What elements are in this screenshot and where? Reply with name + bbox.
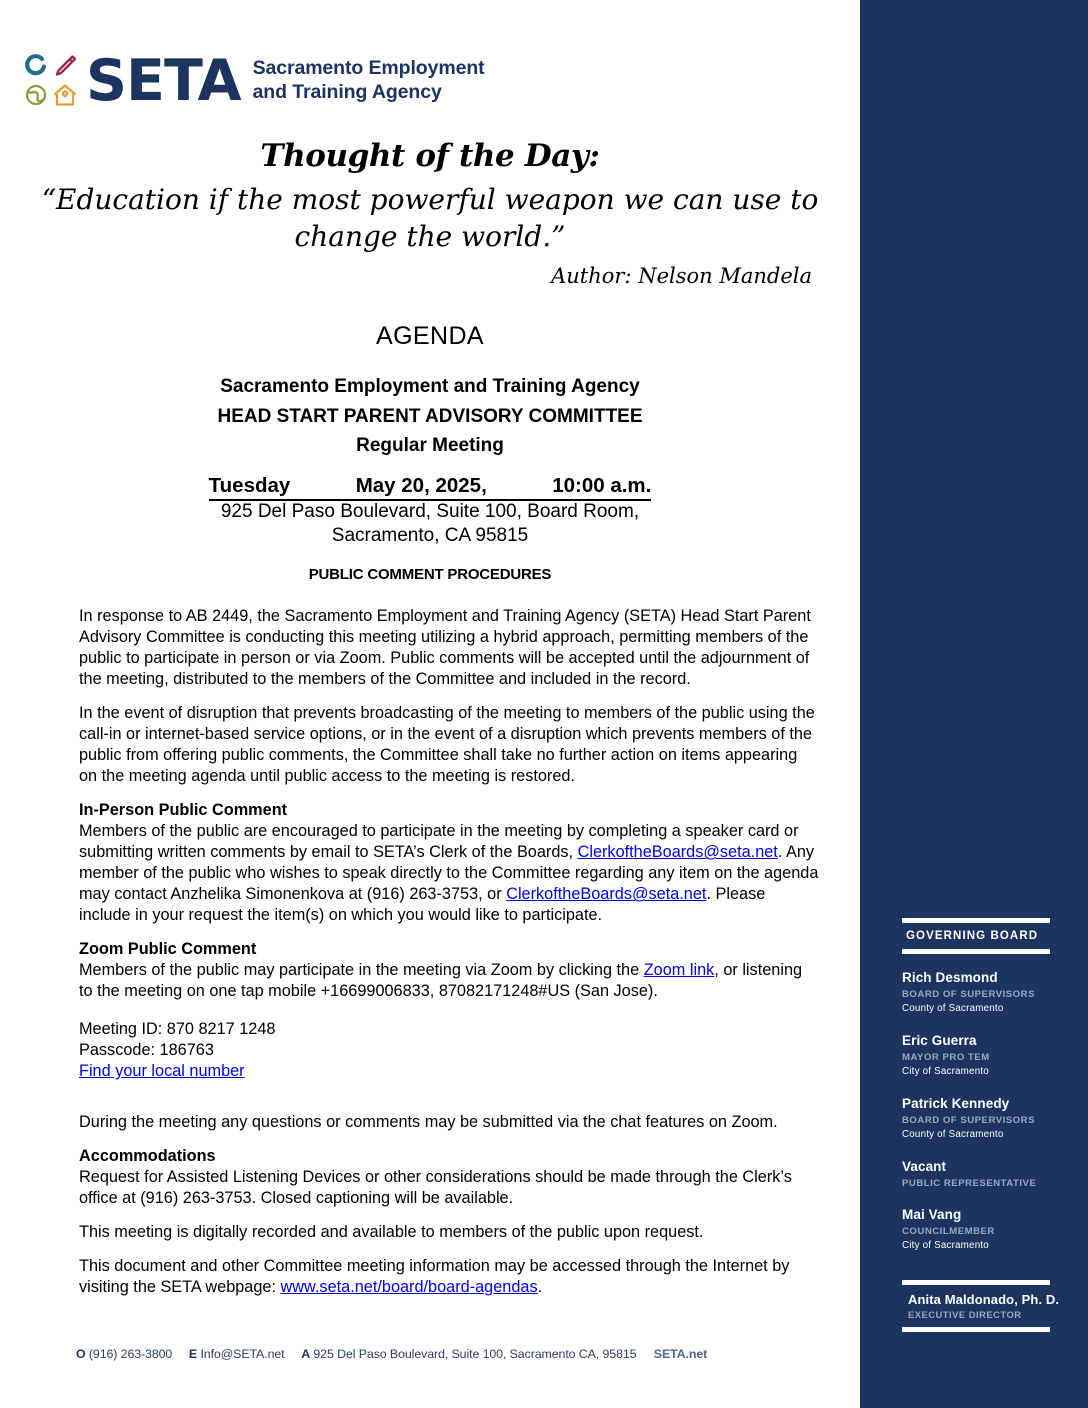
footer-email-key: E [188, 1347, 198, 1361]
member-title: BOARD OF SUPERVISORS [902, 988, 1035, 1000]
member-name: Eric Guerra [902, 1032, 977, 1048]
agenda-organization: Sacramento Employment and Training Agency [220, 376, 640, 397]
document-body [79, 606, 819, 1311]
paragraph-disruption: In the event of disruption that prevents broadcasting of the meeting to members of the public using the call-in or internet-based service options, or in the event of a disruption which prevents members of the public from offering public comments, the Committee shall take no further action on items appearing on the meeting agenda until public access to the meeting is restored. [79, 704, 815, 786]
member-title: PUBLIC REPRESENTATIVE [902, 1177, 1037, 1189]
meeting-address [0, 500, 860, 548]
zoom-text-1: Members of the public may participate in the meeting via Zoom by clicking the [79, 961, 644, 980]
logo-tagline-line-1: Sacramento Employment [252, 57, 485, 80]
pencil-icon [51, 52, 79, 80]
member-name: Rich Desmond [902, 970, 998, 985]
logo-tagline-line-2: and Training Agency [252, 81, 442, 103]
governing-board-sidebar [860, 0, 1088, 1408]
accommodations-section [79, 1146, 819, 1209]
paragraph-ab2449: In response to AB 2449, the Sacramento Employment and Training Agency (SETA) Head Start Parent Advisory Committee is conducting this meeting utilizing a hybrid approach, permitting members of the public to participate in person or via Zoom. Public comments will be accepted until the adjournment of the meeting, distributed to the members of the Committee and included in the record. [79, 607, 811, 689]
executive-director-block [902, 1280, 1062, 1332]
in-person-text-1: Members of the public are encouraged to participate in the meeting by completing a speaker card or submitting written comments by email to SETA’s Clerk of the Boards, [79, 822, 799, 862]
agenda-heading-block [0, 322, 860, 460]
footer-address-key: A [301, 1347, 311, 1361]
globe-icon [22, 81, 50, 109]
seta-webpage-link[interactable]: www.seta.net/board/board-agendas [280, 1278, 538, 1297]
meeting-day: Tuesday [208, 474, 291, 497]
footer-contact-bar [76, 1347, 836, 1361]
chat-spacer [79, 1095, 819, 1112]
member-name: Mai Vang [902, 1207, 962, 1223]
seta-logo [22, 47, 485, 114]
member-name: Vacant [902, 1158, 947, 1174]
member-org: City of Sacramento [902, 1240, 989, 1252]
logo-wordmark: SETA [86, 47, 241, 114]
logo-icon-grid [22, 52, 80, 110]
director-title: EXECUTIVE DIRECTOR [908, 1309, 1022, 1321]
board-member [902, 1096, 1062, 1143]
ring-icon [22, 52, 50, 80]
member-name: Patrick Kennedy [902, 1095, 1010, 1111]
clerk-email-link-1[interactable]: ClerkoftheBoards@seta.net [577, 843, 778, 862]
member-org: City of Sacramento [902, 1066, 989, 1078]
board-rule-bottom [902, 949, 1050, 954]
meeting-address-line-2: Sacramento, CA 95815 [331, 524, 529, 546]
zoom-meeting-id: Meeting ID: 870 8217 1248 [79, 1020, 276, 1039]
meeting-address-line-1: 925 Del Paso Boulevard, Suite 100, Board Room, [220, 501, 640, 522]
agenda-meeting-type: Regular Meeting [356, 435, 504, 457]
zoom-heading: Zoom Public Comment [79, 940, 257, 959]
in-person-text-2: . Any member of the public who wishes to speak directly to the Committee regarding any item on the agenda may contact Anzhelika Simonenkova at (916) 263-3753, or [79, 843, 819, 904]
meeting-time: 10:00 a.m. [552, 474, 652, 497]
in-person-text-3: . Please include in your request the item(s) on which you would like to participate. [79, 885, 766, 925]
accommodations-text: Request for Assisted Listening Devices or other considerations should be made through the Clerk’s office at (916) 263-3753. Closed captioning will be available. [79, 1168, 792, 1208]
governing-board-heading: GOVERNING BOARD [906, 930, 1039, 942]
member-title: BOARD OF SUPERVISORS [902, 1114, 1035, 1126]
footer-address: 925 Del Paso Boulevard, Suite 100, Sacramento CA, 95815 [313, 1347, 637, 1361]
board-member [902, 1207, 1062, 1254]
clerk-email-link-2[interactable]: ClerkoftheBoards@seta.net [506, 885, 707, 904]
meeting-date: May 20, 2025, [355, 474, 487, 497]
find-local-number-link[interactable]: Find your local number [79, 1062, 245, 1081]
paragraph-recorded: This meeting is digitally recorded and available to members of the public upon request. [79, 1223, 704, 1242]
in-person-public-comment-section [79, 800, 819, 926]
local-number-row [79, 1061, 819, 1082]
zoom-link[interactable]: Zoom link [643, 961, 715, 980]
internet-text-2: . [537, 1278, 543, 1297]
thought-author: Author: Nelson Mandela [551, 263, 812, 288]
member-title: COUNCILMEMBER [902, 1226, 995, 1237]
meeting-datetime-line [0, 474, 860, 501]
public-comment-procedures-heading: PUBLIC COMMENT PROCEDURES [308, 566, 552, 583]
thought-of-the-day-block [0, 138, 860, 288]
zoom-public-comment-section [79, 939, 819, 1002]
member-org: County of Sacramento [902, 1003, 1004, 1015]
zoom-spacer [79, 1002, 819, 1019]
paragraph-chat: During the meeting any questions or comments may be submitted via the chat features on Zoom. [79, 1113, 778, 1132]
member-org: County of Sacramento [902, 1129, 1004, 1141]
footer-phone: (916) 263-3800 [88, 1347, 173, 1361]
house-icon [51, 81, 79, 109]
zoom-passcode: Passcode: 186763 [79, 1041, 214, 1060]
footer-phone-key: O [76, 1347, 86, 1361]
zoom-text-2: , or listening to the meeting on one tap mobile +16699006833, 87082171248#US (San Jose). [79, 961, 803, 1001]
footer-website: SETA.net [653, 1347, 708, 1361]
member-title: MAYOR PRO TEM [902, 1051, 990, 1063]
director-rule-bottom [902, 1327, 1050, 1332]
internet-text-1: This document and other Committee meeting information may be accessed through the Internet by visiting the SETA webpage: [79, 1257, 790, 1297]
director-name: Anita Maldonado, Ph. D. [908, 1292, 1060, 1308]
agenda-committee: HEAD START PARENT ADVISORY COMMITTEE [217, 405, 643, 427]
board-member [902, 1033, 1062, 1080]
thought-quote: “Education if the most powerful weapon we can use to change the world.” [41, 183, 819, 253]
paragraph-internet [79, 1256, 819, 1298]
board-member [902, 970, 1062, 1017]
footer-email: Info@SETA.net [200, 1347, 285, 1361]
accommodations-heading: Accommodations [79, 1147, 216, 1166]
in-person-heading: In-Person Public Comment [79, 801, 288, 820]
board-member [902, 1159, 1062, 1191]
page-title: AGENDA [376, 322, 484, 350]
thought-title: Thought of the Day: [260, 138, 600, 174]
logo-tagline [253, 57, 485, 105]
